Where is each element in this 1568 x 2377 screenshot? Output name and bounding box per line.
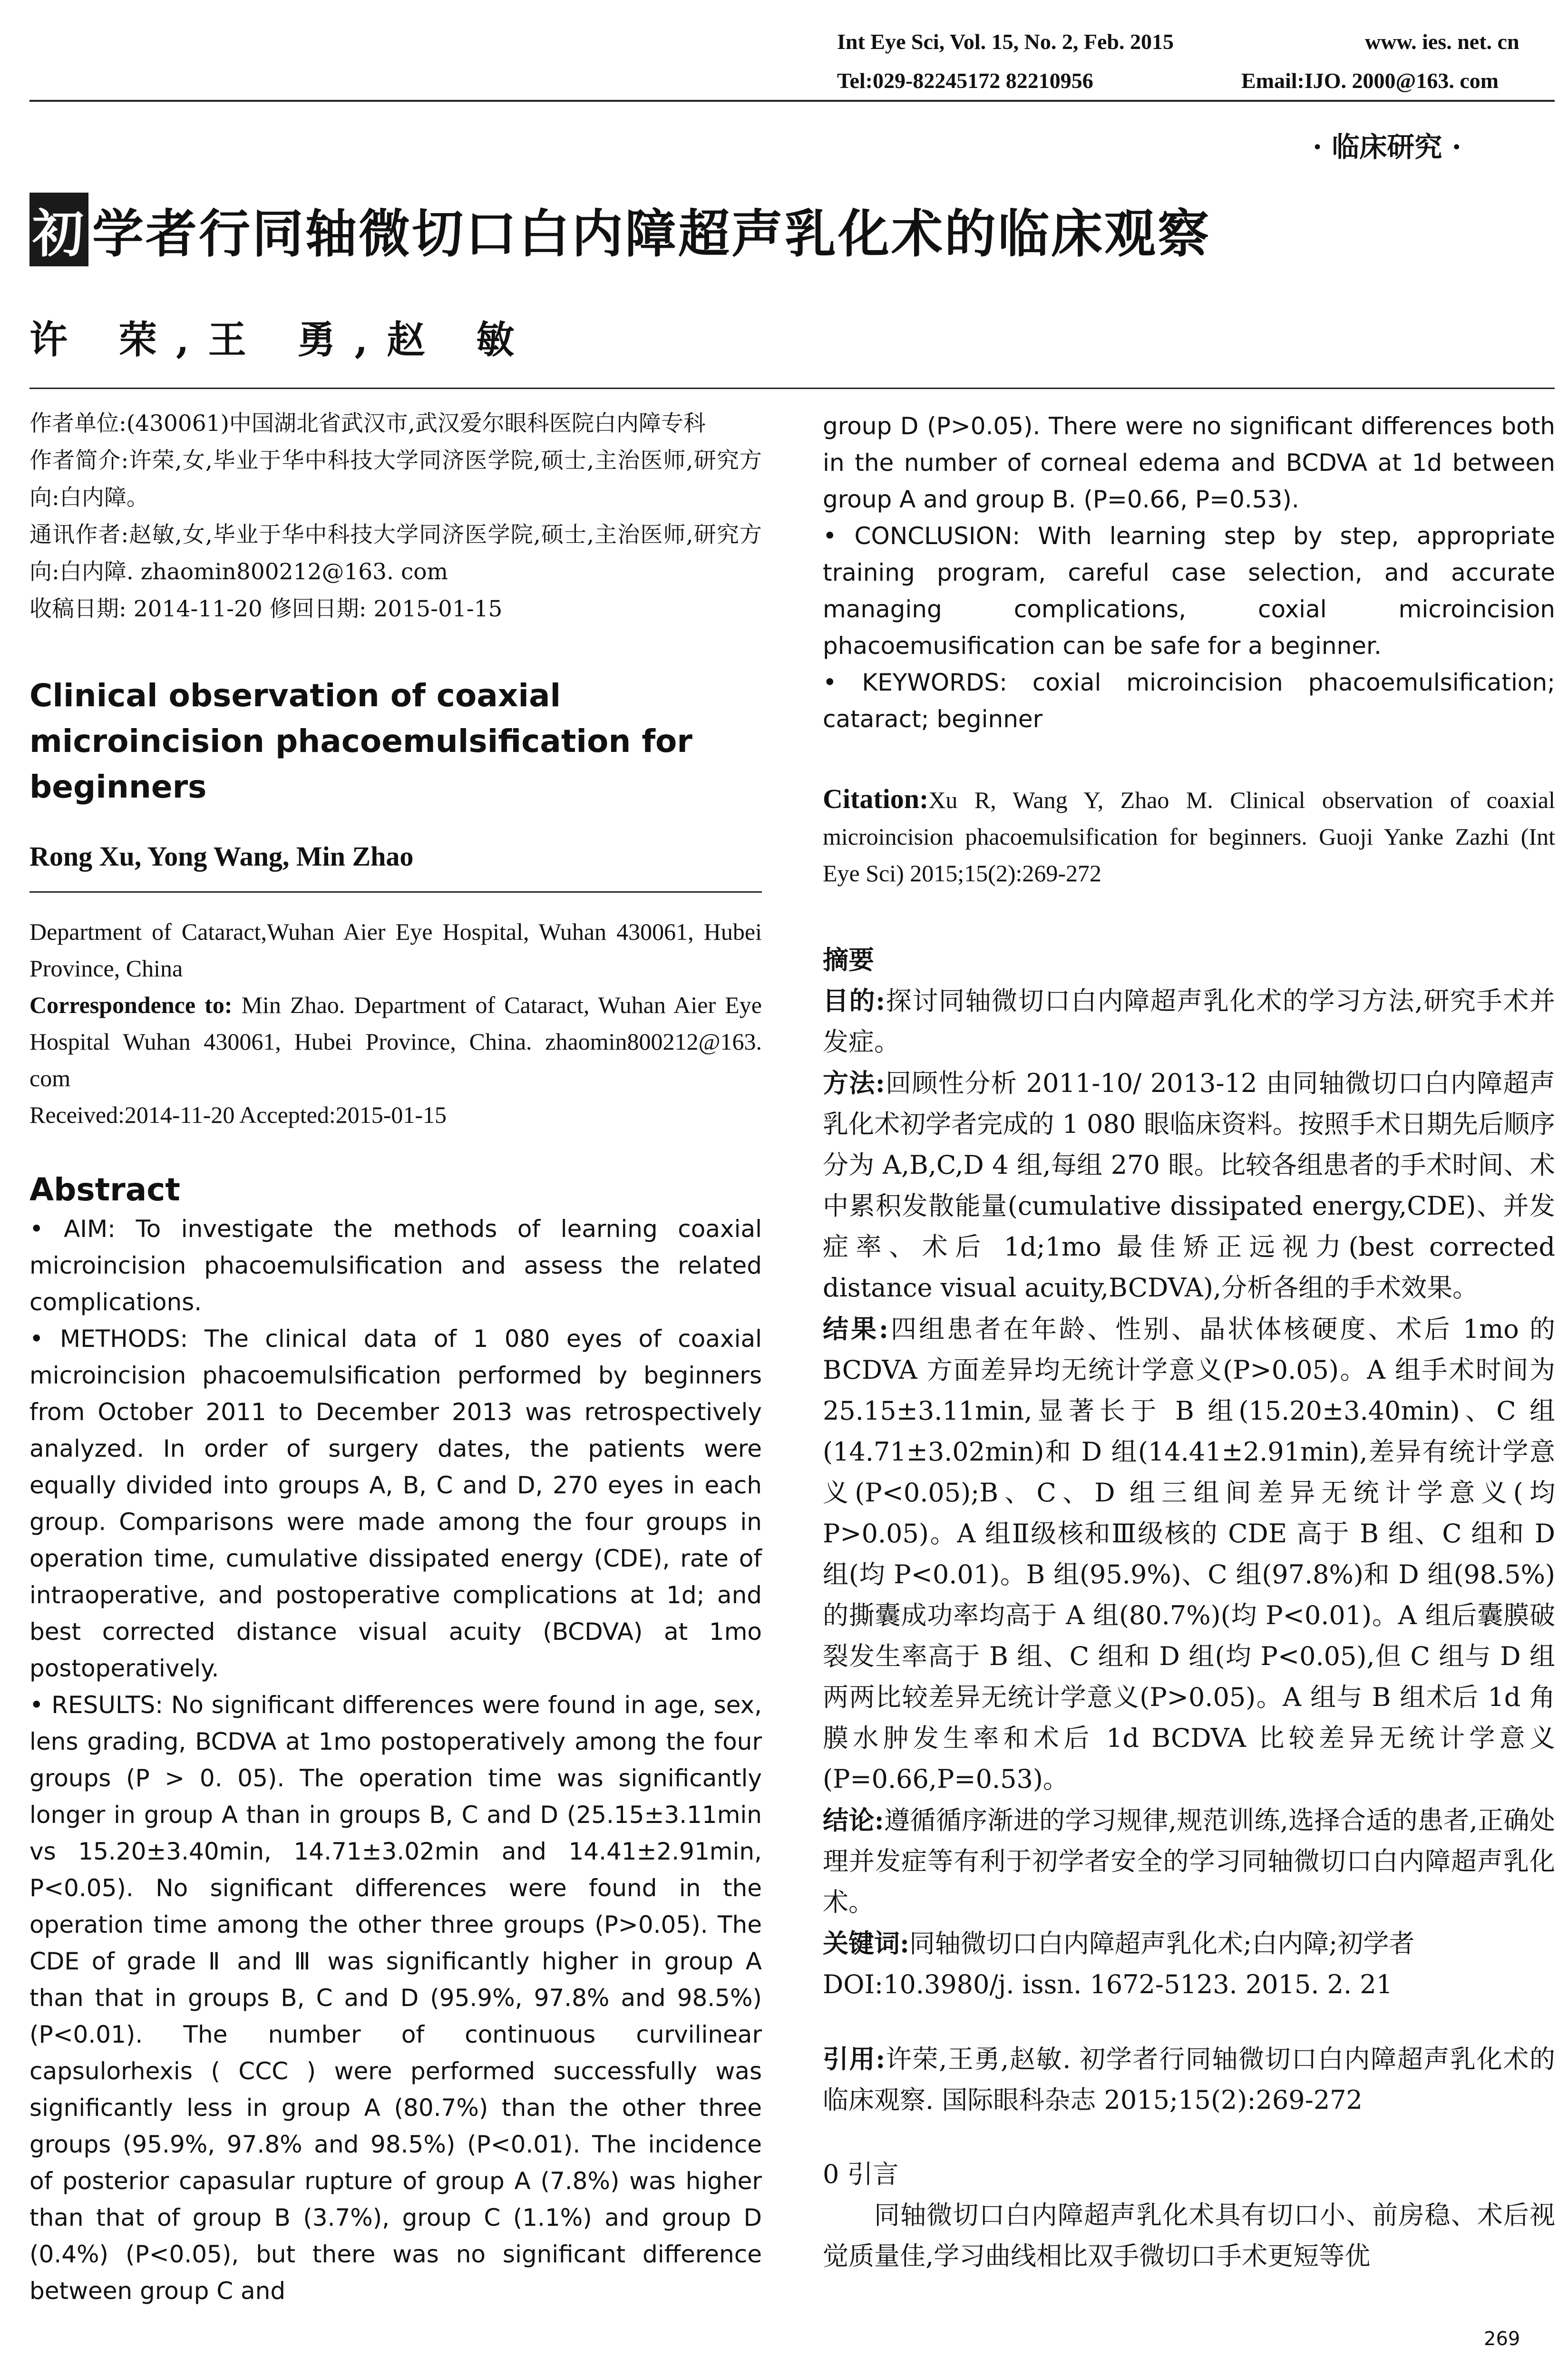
summary-results-text: 四组患者在年龄、性别、晶状体核硬度、术后 1mo 的 BCDVA 方面差异均无统计学意义(P>0.05)。A 组手术时间为 25.15±3.11min,显著长于 B 组(15.20±3.40min)、C 组(14.71±3.02min)和 D 组(14.41±2.91min),差异有统计学意义(P<0.05);B、C、D 组三组间差异无统计学意义(均 P>0.05)。A 组Ⅱ级核和Ⅲ级核的 CDE 高于 B 组、C 组和 D 组(均 P<0.01)。B 组(95.9%)、C 组(97.8%)和 D 组(98.5%)的撕囊成功率均高于 A 组(80.7%)(均 P<0.01)。A 组后囊膜破裂发生率高于 B 组、C 组和 D 组(均 P<0.05),但 C 组与 D 组两两比较差异无统计学意义(P>0.05)。A 组与 B 组术后 1d 角膜水肿发生率和术后 1d BCDVA 比较差异无统计学意义(P=0.66,P=0.53)。	[823, 1314, 1556, 1794]
title-first-char: 初	[29, 193, 88, 266]
title-rule	[29, 388, 1555, 389]
authors-rule	[29, 891, 762, 893]
summary-keywords	[823, 1923, 1555, 1964]
intro-text: 同轴微切口白内障超声乳化术具有切口小、前房稳、术后视觉质量佳,学习曲线相比双手微切口手术更短等优	[823, 2200, 1555, 2271]
affil-author-bio: 作者简介:许荣,女,毕业于华中科技大学同济医学院,硕士,主治医师,研究方向:白内障。	[29, 448, 762, 511]
summary-objective-label: 目的:	[823, 985, 886, 1016]
summary-methods-label: 方法:	[823, 1068, 885, 1098]
article-title	[29, 193, 1211, 266]
citation-cn-text: 许荣,王勇,赵敏. 初学者行同轴微切口白内障超声乳化术的临床观察. 国际眼科杂志 2015;15(2):269-272	[823, 2044, 1555, 2115]
citation-cn	[823, 2038, 1555, 2121]
affiliation-en	[29, 914, 762, 1133]
summary-keywords-label: 关键词:	[823, 1928, 909, 1958]
right-column	[823, 408, 1555, 2277]
abstract-methods: • METHODS: The clinical data of 1 080 eyes of coaxial microincision phacoemulsification performed by beginners from October 2011 to December 2013 was retrospectively analyzed. In order of surgery dates, the patients were equally divided into groups A, B, C and D, 270 eyes in each group. Comparisons were made among the four groups in operation time, cumulative dissipated energy (CDE), rate of intraoperative, and postoperative complications at 1d; and best corrected distance visual acuity (BCDVA) at 1mo postoperatively.	[29, 1325, 762, 1682]
affil-unit: 作者单位:(430061)中国湖北省武汉市,武汉爱尔眼科医院白内障专科	[29, 410, 706, 437]
abstract-heading: Abstract	[29, 1171, 180, 1208]
title-rest: 学者行同轴微切口白内障超声乳化术的临床观察	[92, 205, 1211, 264]
journal-website[interactable]: www. ies. net. cn	[1365, 29, 1519, 54]
journal-info: Int Eye Sci, Vol. 15, No. 2, Feb. 2015	[837, 29, 1174, 54]
abstract-aim: • AIM: To investigate the methods of learning coaxial microincision phacoemulsification and assess the related complications.	[29, 1215, 762, 1316]
correspondence-label: Correspondence to:	[29, 992, 233, 1018]
journal-email[interactable]: Email:IJO. 2000@163. com	[1241, 68, 1499, 93]
summary-methods	[823, 1062, 1555, 1308]
section-tag: · 临床研究 ·	[1313, 131, 1461, 163]
abstract-continued	[823, 408, 1555, 738]
affiliation-cn	[29, 405, 762, 628]
department-en: Department of Cataract,Wuhan Aier Eye Hospital, Wuhan 430061, Hubei Province, China	[29, 918, 762, 982]
english-title: Clinical observation of coaxial microincision phacoemulsification for beginners	[29, 677, 692, 805]
summary-conclusion-text: 遵循循序渐进的学习规律,规范训练,选择合适的患者,正确处理并发症等有利于初学者安全的学习同轴微切口白内障超声乳化术。	[823, 1805, 1555, 1917]
summary-heading: 摘要	[823, 945, 874, 975]
citation-en	[823, 780, 1555, 892]
header-rule	[29, 100, 1555, 102]
page-number: 269	[1484, 2328, 1520, 2350]
journal-phone: Tel:029-82245172 82210956	[837, 68, 1093, 93]
summary-keywords-text: 同轴微切口白内障超声乳化术;白内障;初学者	[909, 1929, 1415, 1958]
abstract-conclusion: • CONCLUSION: With learning step by step, appropriate training program, careful case selection, and accurate managing complications, coxial microincision phacoemusification can be safe for a beginner.	[823, 522, 1555, 660]
english-authors: Rong Xu, Yong Wang, Min Zhao	[29, 841, 414, 872]
summary-conclusion-label: 结论:	[823, 1805, 884, 1835]
left-column	[29, 405, 762, 2309]
intro-heading: 0 引言	[823, 2159, 899, 2189]
summary-methods-text: 回顾性分析 2011-10/ 2013-12 由同轴微切口白内障超声乳化术初学者完成的 1 080 眼临床资料。按照手术日期先后顺序分为 A,B,C,D 4 组,每组 270 眼。比较各组患者的手术时间、术中累积发散能量(cumulative dissipated energy,CDE)、并发症率、术后 1d;1mo 最佳矫正远视力(best corrected distance visual acuity,BCDVA),分析各组的手术效果。	[823, 1068, 1555, 1303]
correspondence	[29, 987, 762, 1097]
abstract-results-cont: group D (P>0.05). There were no significant differences both in the number of corneal edema and BCDVA at 1d between group A and group B. (P=0.66, P=0.53).	[823, 412, 1555, 513]
summary-conclusion	[823, 1800, 1555, 1923]
summary-objective-text: 探讨同轴微切口白内障超声乳化术的学习方法,研究手术并发症。	[823, 986, 1555, 1057]
abstract-results: • RESULTS: No significant differences were found in age, sex, lens grading, BCDVA at 1mo postoperatively among the four groups (P > 0. 05). The operation time was significantly longer in group A than in groups B, C and D (25.15±3.11min vs 15.20±3.40min, 14.71±3.02min and 14.41±2.91min, P<0.05). No significant differences were found in the operation time among the other three groups (P>0.05). The CDE of grade Ⅱ and Ⅲ was significantly higher in group A than that in groups B, C and D (95.9%, 97.8% and 98.5%) (P<0.01). The number of continuous curvilinear capsulorhexis ( CCC ) were performed successfully was significantly less in group A (80.7%) than the other three groups (95.9%, 97.8% and 98.5%) (P<0.01). The incidence of posterior capasular rupture of group A (7.8%) was higher than that of group B (3.7%), group C (1.1%) and group D (0.4%) (P<0.05), but there was no significant difference between group C and	[29, 1691, 762, 2305]
correspondence-text: Min Zhao. Department of Cataract, Wuhan Aier Eye Hospital Wuhan 430061, Hubei Province, China. zhaomin800212@163. com	[29, 992, 762, 1091]
authors-cn: 许 荣,王 勇,赵 敏	[29, 317, 534, 362]
summary-results	[823, 1308, 1555, 1800]
summary-results-label: 结果:	[823, 1314, 888, 1344]
citation-label: Citation:	[823, 783, 929, 814]
citation-cn-label: 引用:	[823, 2044, 886, 2074]
citation-text: Xu R, Wang Y, Zhao M. Clinical observation of coaxial microincision phacoemulsification for beginners. Guoji Yanke Zazhi (Int Eye Sci) 2015;15(2):269-272	[823, 787, 1555, 887]
received-accepted: Received:2014-11-20 Accepted:2015-01-15	[29, 1101, 447, 1128]
affil-dates: 收稿日期: 2014-11-20 修回日期: 2015-01-15	[29, 596, 503, 622]
abstract-keywords: • KEYWORDS: coxial microincision phacoemulsification; cataract; beginner	[823, 669, 1555, 733]
doi: DOI:10.3980/j. issn. 1672-5123. 2015. 2. 21	[823, 1969, 1393, 1999]
abstract-body	[29, 1211, 762, 2309]
affil-corresponding: 通讯作者:赵敏,女,毕业于华中科技大学同济医学院,硕士,主治医师,研究方向:白内障. zhaomin800212@163. com	[29, 522, 762, 585]
summary-objective	[823, 980, 1555, 1062]
summary-body	[823, 980, 1555, 2005]
